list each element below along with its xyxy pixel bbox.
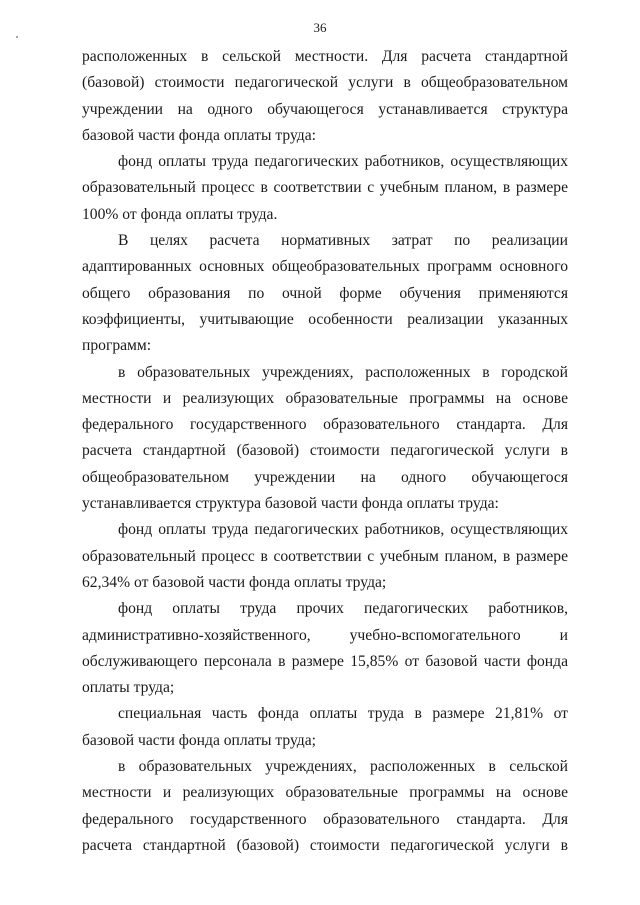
- paragraph-8: в образовательных учреждениях, расположенных в сельской местности и реализующих образовательные программы на основе федерального государственного образовательного стандарта. Для расчета стандартной (базовой) стоимости педагогической услуги в: [82, 758, 568, 854]
- paragraph-1: расположенных в сельской местности. Для расчета стандартной (базовой) стоимости педагогической услуги в общеобразовательном учреждении на одного обучающегося устанавливается структура базовой части фонда оплаты труда:: [82, 48, 568, 144]
- scan-speck: [16, 36, 18, 38]
- paragraph-4: в образовательных учреждениях, расположенных в городской местности и реализующих образовательные программы на основе федерального государственного образовательного стандарта. Для расчета стандартной (базовой) стоимости педагогической услуги в общеобразовательном учреждении на одного обучающегося устанавливается структура базовой части фонда оплаты труда:: [82, 363, 568, 513]
- paragraph-6: фонд оплаты труда прочих педагогических работников, административно-хозяйственного, учебно-вспомогательного и обслуживающего персонала в размере 15,85% от базовой части фонда оплаты труда;: [82, 600, 568, 697]
- page-number: 36: [313, 20, 327, 35]
- paragraph-3: В целях расчета нормативных затрат по реализации адаптированных основных общеобразовательных программ основного общего образования по очной форме обучения применяются коэффициенты, учитывающие особенности реализации указанных программ:: [82, 232, 568, 355]
- paragraph-5: фонд оплаты труда педагогических работников, осуществляющих образовательный процесс в соответствии с учебным планом, в размере 62,34% от базовой части фонда оплаты труда;: [82, 521, 568, 591]
- body-text: [82, 44, 568, 859]
- paragraph-2: фонд оплаты труда педагогических работников, осуществляющих образовательный процесс в соответствии с учебным планом, в размере 100% от фонда оплаты труда.: [82, 153, 568, 223]
- paragraph-7: специальная часть фонда оплаты труда в размере 21,81% от базовой части фонда оплаты труда;: [82, 705, 568, 749]
